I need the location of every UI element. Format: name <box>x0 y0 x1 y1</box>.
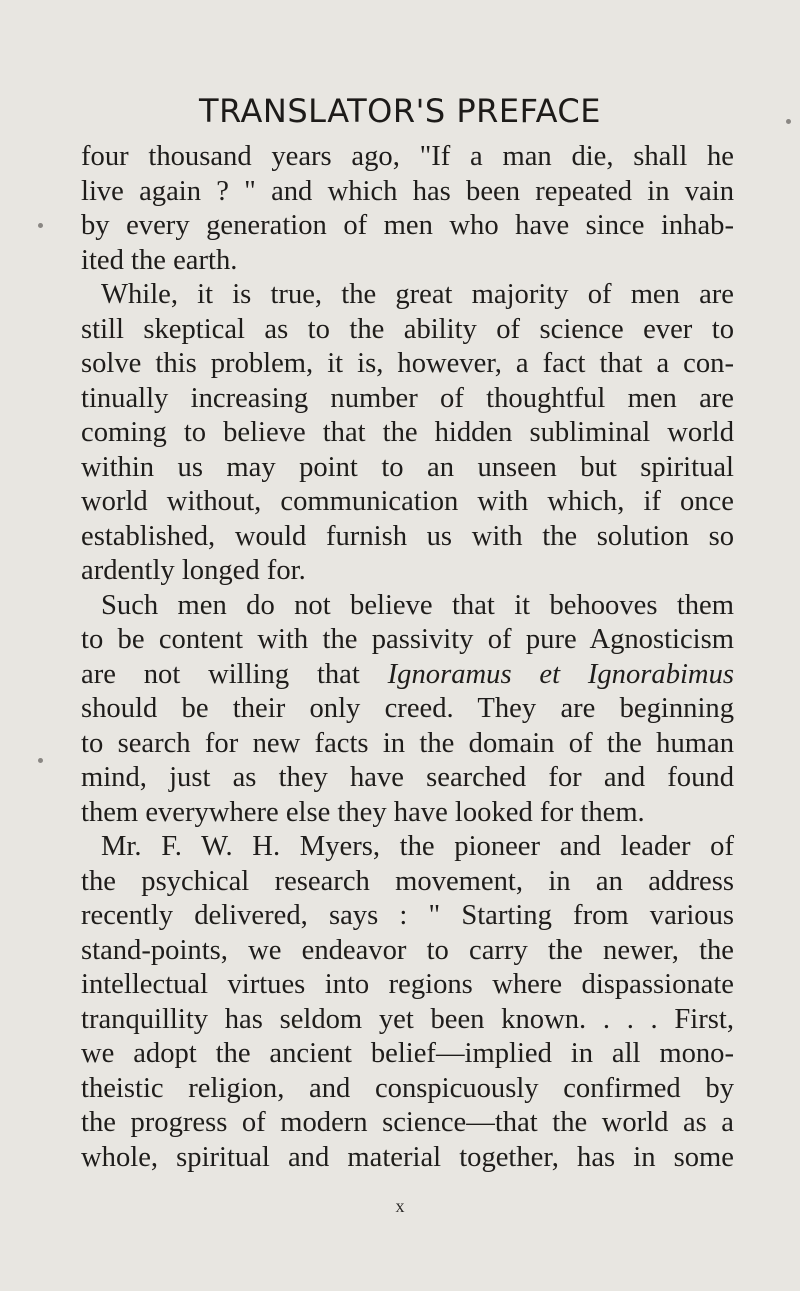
running-header: TRANSLATOR'S PREFACE <box>199 92 601 130</box>
text-line: tinually increasing number of thoughtful men are <box>81 382 734 414</box>
text-line: live again ? " and which has been repeated in vain <box>81 175 734 207</box>
text-segment: are not willing that <box>81 658 388 690</box>
italic-phrase: Ignoramus et Ignorabimus <box>387 658 735 690</box>
text-line: Such men do not believe that it behooves them <box>101 589 734 621</box>
text-line: whole, spiritual and material together, has in some <box>81 1141 734 1173</box>
text-line: theistic religion, and conspicuously confirmed by <box>81 1072 734 1104</box>
text-line: world without, communication with which, if once <box>81 486 734 517</box>
text-line: within us may point to an unseen but spiritual <box>81 451 734 483</box>
text-line: we adopt the ancient belief—implied in all mono- <box>81 1038 734 1069</box>
text-line: established, would furnish us with the solution so <box>81 520 734 552</box>
text-line: still skeptical as to the ability of science ever to <box>81 313 734 345</box>
paper-speck <box>38 223 43 228</box>
text-line: four thousand years ago, "If a man die, shall he <box>81 141 734 172</box>
text-line: intellectual virtues into regions where dispassionate <box>81 969 734 1000</box>
body-text <box>81 140 734 1175</box>
text-line: ited the earth. <box>81 244 238 276</box>
text-line-with-italic <box>81 658 734 693</box>
text-line: coming to believe that the hidden subliminal world <box>81 417 734 448</box>
text-line: solve this problem, it is, however, a fact that a con- <box>81 348 734 379</box>
text-line: Mr. F. W. H. Myers, the pioneer and leader of <box>101 831 734 862</box>
text-line: recently delivered, says : " Starting from various <box>81 900 734 931</box>
text-line: the progress of modern science—that the world as a <box>81 1107 734 1138</box>
paper-speck <box>38 758 43 763</box>
text-line: the psychical research movement, in an address <box>81 865 734 897</box>
paper-speck <box>786 119 791 124</box>
text-line: tranquillity has seldom yet been known. . . . First, <box>81 1003 734 1035</box>
page-number: x <box>395 1196 405 1216</box>
text-line: ardently longed for. <box>81 555 306 586</box>
text-line: by every generation of men who have since inhab- <box>81 210 734 241</box>
text-line: to be content with the passivity of pure Agnosticism <box>81 624 734 655</box>
text-line: mind, just as they have searched for and found <box>81 762 734 793</box>
text-line: them everywhere else they have looked for them. <box>81 796 645 828</box>
text-line: to search for new facts in the domain of the human <box>81 727 734 759</box>
text-line: stand-points, we endeavor to carry the newer, the <box>81 934 734 966</box>
text-line: While, it is true, the great majority of men are <box>101 279 734 310</box>
text-line: should be their only creed. They are beginning <box>81 693 734 724</box>
